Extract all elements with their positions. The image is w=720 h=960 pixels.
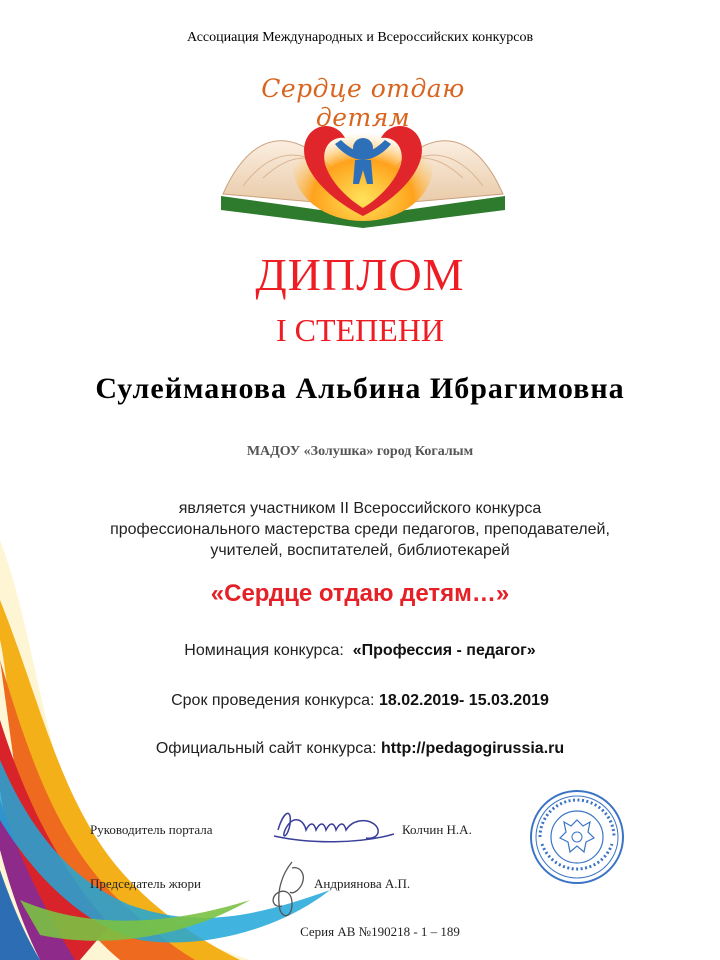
jury-name: Андриянова А.П. (314, 876, 411, 891)
jury-signature (262, 858, 322, 924)
contest-logo (213, 66, 513, 228)
diploma-degree: I СТЕПЕНИ (276, 312, 444, 348)
site-value: http://pedagogirussia.ru (381, 740, 565, 757)
description-line: учителей, воспитателей, библиотекарей (210, 542, 510, 559)
description-line: является участником II Всероссийского конкурса (178, 500, 542, 517)
participation-description (0, 498, 720, 561)
contest-name: «Сердце отдаю детям…» (210, 580, 510, 607)
diploma-title: ДИПЛОМ (255, 249, 465, 300)
nomination-value: «Профессия - педагог» (352, 642, 536, 659)
logo-title: Сердце отдаю детям (261, 74, 465, 132)
period-line (0, 692, 720, 710)
jury-role: Председатель жюри (90, 876, 201, 891)
nomination-line (0, 642, 720, 660)
description-line: профессионального мастерства среди педагогов, преподавателей, (110, 521, 610, 538)
association-name: Ассоциация Международных и Всероссийских конкурсов (186, 30, 534, 45)
official-stamp (528, 788, 626, 886)
period-value: 18.02.2019- 15.03.2019 (378, 692, 549, 709)
head-name: Колчин Н.А. (402, 822, 472, 837)
head-role: Руководитель портала (90, 822, 213, 837)
document-series: Серия АВ №190218 - 1 – 189 (300, 924, 460, 939)
nomination-label: Номинация конкурса: (184, 642, 344, 659)
site-line (0, 740, 720, 758)
recipient-organization: МАДОУ «Золушка» город Когалым (246, 444, 474, 459)
head-signature (270, 800, 400, 850)
period-label: Срок проведения конкурса: (171, 692, 375, 709)
site-label: Официальный сайт конкурса: (155, 740, 377, 757)
recipient-name: Сулейманова Альбина Ибрагимовна (95, 372, 625, 405)
